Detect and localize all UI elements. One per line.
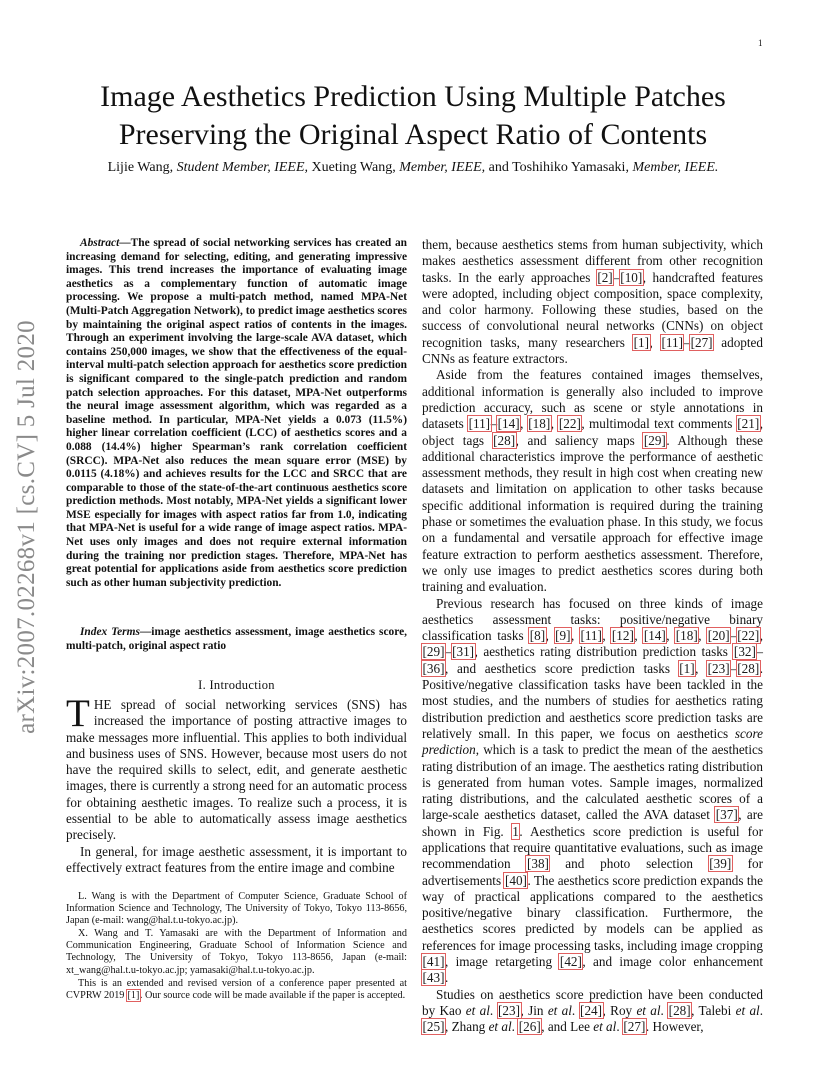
citation-link[interactable]: [25]: [422, 1019, 445, 1035]
body-text: .: [444, 970, 449, 986]
body-text: –: [683, 334, 691, 350]
intro-paragraph-2: In general, for image aesthetic assessment, it is important to effectively extract features from the entire image and combine: [66, 843, 407, 875]
footnote-conference: This is an extended and revised version of a conference paper presented at CVPRW 2019 [1]. Our source code will be made available if the paper is accepted.: [66, 977, 407, 1001]
citation-link[interactable]: 1: [512, 823, 519, 839]
right-paragraph-3: [422, 596, 763, 987]
body-text: . Positive/negative classification tasks have been tackled in the most studies, and the numbers of studies for aesthetics rating distribution prediction and aesthetics score prediction tasks are relatively small. In this paper, we focus on aesthetics: [422, 660, 764, 741]
arxiv-stamp: [5, 299, 49, 754]
abstract-text: —The spread of social networking services has created an increasing demand for selecting, editing, and generating impressive images. This trend increases the importance of evaluating image aesthetics as a complementary function of automatic image processing. We propose a multi-patch method, named MPA-Net (Multi-Patch Aggregation Network), to predict image aesthetics scores by maintaining the original aspect ratios of contents in the images. Through an experiment involving the large-scale AVA dataset, which contains 250,000 images, we show that the effectiveness of the equal-interval multi-patch selection approach for aesthetics score prediction is significant compared to the single-patch prediction and random patch selection approaches. For this dataset, MPA-Net outperforms the neural image assessment algorithm, which was regarded as a baseline method. In particular, MPA-Net yields a 0.073 (11.5%) higher linear correlation coefficient (LCC) of aesthetics scores and a 0.088 (14.4%) higher Spearman’s rank correlation coefficient (SRCC). MPA-Net also reduces the mean square error (MSE) by 0.0115 (4.18%) and achieves results for the LCC and SRCC that are comparable to those of the state-of-the-art continuous aesthetics score prediction methods. Most notably, MPA-Net yields a significant lower MSE especially for images with aspect ratios far from 1.0, indicating that MPA-Net is useful for a wide range of image aspect ratios. MPA-Net uses only images and does not require external information during the training nor prediction stages. Therefore, MPA-Net has great potential for applications aside from aesthetics score prediction such as other human subjectivity prediction.: [66, 237, 407, 589]
citation-link[interactable]: [29]: [422, 644, 445, 660]
italic-text: et al: [636, 1002, 661, 1018]
body-text: .: [660, 1002, 669, 1018]
footnote-affiliation-2: X. Wang and T. Yamasaki are with the Department of Information and Communication Engineering, Graduate School of Information Science and Technology, The University of Tokyo, Tokyo 113-8656, Japan (e-mail: xt_wang@hal.t.u-tokyo.ac.jp; yamasaki@hal.t.u-tokyo.ac.jp.: [66, 928, 407, 976]
body-text: ,: [759, 628, 764, 644]
italic-text: et al: [735, 1002, 760, 1018]
paper-title-line-2: Preserving the Original Aspect Ratio of Contents: [118, 118, 708, 151]
author-2-role: Member, IEEE,: [399, 160, 486, 175]
body-text: .: [571, 1002, 580, 1018]
right-paragraph-4: [422, 987, 763, 1036]
italic-text: et al: [547, 1002, 572, 1018]
body-text: .: [616, 1019, 623, 1035]
body-text: them, because aesthetics stems from human subjectivity, which makes aesthetics assessment different from other recognition tasks. In the early approaches: [422, 237, 763, 285]
body-text: , and image color enhancement: [582, 954, 763, 970]
author-3-role: Member, IEEE.: [632, 160, 719, 175]
citation-link[interactable]: [11]: [468, 416, 491, 432]
right-column: [422, 237, 763, 1036]
body-text: .: [759, 1002, 764, 1018]
citation-link[interactable]: [23]: [707, 660, 730, 676]
body-text: –: [613, 269, 620, 285]
body-text: –: [444, 644, 452, 660]
right-paragraph-1: [422, 237, 763, 367]
author-1: Lijie Wang,: [107, 160, 177, 175]
citation-link[interactable]: [28]: [493, 432, 516, 448]
body-text: ,: [698, 628, 708, 644]
footnotes: [66, 891, 407, 1003]
body-text: –: [490, 416, 498, 432]
author-list: [50, 160, 776, 176]
intro-paragraph-1: HE spread of social networking services (SNS) has increased the importance of posting attractive images to make messages more influential. This applies to both individual and business uses of SNS. However, because most users do not have the required skills to select, edit, and generate aesthetic images, there is currently a strong need for an automatic process for obtaining aesthetic images. To realize such a process, it is essential to be able to automatically assess image aesthetics precisely.: [66, 697, 407, 843]
body-text: , Zhang: [444, 1019, 489, 1035]
citation-link[interactable]: [11]: [661, 334, 683, 350]
citation-link[interactable]: [42]: [559, 954, 582, 970]
citation-link[interactable]: [27]: [690, 334, 713, 350]
author-3: and Toshihiko Yamasaki,: [485, 160, 633, 175]
body-text: ,: [545, 628, 555, 644]
citation-link[interactable]: [31]: [452, 644, 475, 660]
citation-link[interactable]: [36]: [422, 660, 445, 676]
citation-link[interactable]: [18]: [528, 416, 551, 432]
author-1-role: Student Member, IEEE,: [176, 160, 309, 175]
body-text: ,: [520, 416, 528, 432]
citation-link[interactable]: [14]: [643, 628, 666, 644]
body-text: adopted CNNs as feature extractors.: [422, 334, 764, 367]
index-terms: [66, 626, 407, 653]
body-text: –: [730, 628, 737, 644]
body-text: , aesthetics rating distribution prediction tasks: [474, 644, 734, 660]
body-text: , Talebi: [691, 1002, 736, 1018]
citation-link[interactable]: [39]: [709, 856, 732, 872]
body-text: , Roy: [602, 1002, 637, 1018]
body-text: and photo selection: [549, 856, 709, 872]
section-heading: I. Introduction: [198, 678, 275, 692]
body-text: Aside from the features contained images themselves, additional information is generally also included to improve prediction accuracy, such as scene or style annotations in datasets: [422, 367, 763, 432]
introduction-text: [66, 692, 407, 876]
citation-link[interactable]: [41]: [422, 954, 445, 970]
body-text: . The aesthetics score prediction expands the way of practical applications compared to the aesthetics positive/negative binary classification. Furthermore, the aesthetics scores predicted by models can be applied as references for image processing tasks, including image cropping: [422, 872, 763, 953]
citation-link[interactable]: [14]: [497, 416, 520, 432]
abstract-label: Abstract: [80, 237, 120, 249]
abstract: [66, 237, 407, 590]
author-2: Xueting Wang,: [308, 160, 400, 175]
body-text: , and Lee: [541, 1019, 594, 1035]
body-text: –: [756, 644, 763, 660]
citation-link[interactable]: [22]: [558, 416, 581, 432]
drop-cap: T: [66, 692, 90, 735]
arxiv-stamp-text: arXiv:2007.02268v1 [cs.CV] 5 Jul 2020: [13, 319, 40, 734]
body-text: ,: [602, 628, 612, 644]
body-text: Previous research has focused on three kinds of image aesthetics assessment tasks: positive/negative binary classification tasks: [422, 595, 763, 644]
citation-link[interactable]: [18]: [675, 628, 698, 644]
citation-link[interactable]: [37]: [715, 807, 738, 823]
citation-link[interactable]: [1]: [127, 989, 140, 1001]
right-paragraph-2: [422, 367, 763, 595]
body-text: for advertisements: [422, 856, 763, 888]
citation-link[interactable]: [26]: [518, 1019, 541, 1035]
body-text: , Jin: [520, 1002, 548, 1018]
citation-link[interactable]: [23]: [498, 1002, 520, 1018]
citation-link[interactable]: [9]: [555, 628, 571, 644]
paper-title-line-1: Image Aesthetics Prediction Using Multiple Patches: [100, 80, 726, 113]
citation-link[interactable]: [40]: [504, 872, 527, 888]
body-text: ,: [634, 628, 644, 644]
citation-link[interactable]: [20]: [707, 628, 730, 644]
body-text: ,: [570, 628, 580, 644]
citation-link[interactable]: [28]: [668, 1002, 691, 1018]
citation-link[interactable]: [24]: [580, 1002, 603, 1018]
citation-link[interactable]: [38]: [526, 856, 549, 872]
citation-link[interactable]: [29]: [643, 432, 666, 448]
body-text: , object tags: [422, 416, 764, 448]
body-text: ,: [695, 660, 708, 676]
body-text: –: [730, 660, 737, 676]
body-text: , multimodal text comments: [581, 416, 737, 432]
body-text: Studies on aesthetics score prediction have been conducted by Kao: [422, 986, 763, 1018]
body-text: . Aesthetics score prediction is useful for applications that require quantitative evaluations, such as image recommendation: [422, 823, 763, 872]
body-text: .: [511, 1019, 519, 1035]
body-text: . However,: [645, 1019, 704, 1035]
body-text: , and saliency maps: [515, 432, 644, 448]
body-text: ,: [666, 628, 676, 644]
body-text: , handcrafted features were adopted, including object composition, space complexity, and color harmony. Following these studies, based on the success of convolutional neural networks (CNNs) on object recognition tasks, many researchers: [422, 269, 763, 350]
citation-link[interactable]: [1]: [633, 334, 649, 350]
citation-link[interactable]: [32]: [733, 644, 756, 660]
body-text: . Although these additional characteristics improve the performance of aesthetic assessment methods, they result in high cost when creating new datasets and limitation on application to other tasks because specific additional information is required during the training phase or sometimes the evaluation phase. In this study, we focus on a fundamental and versatile approach for effective image feature extraction to perform aesthetics assessment. Therefore, we only use images to predict aesthetics scores during both training and evaluation.: [422, 432, 763, 595]
citation-link[interactable]: [1]: [679, 660, 695, 676]
body-text: , and aesthetics score prediction tasks: [444, 660, 679, 676]
index-terms-text: —image aesthetics assessment, image aesthetics score, multi-patch, original aspect ratio: [66, 626, 407, 652]
body-text: , image retargeting: [444, 954, 560, 970]
citation-link[interactable]: [10]: [620, 269, 643, 285]
citation-link[interactable]: [2]: [597, 269, 613, 285]
body-text: ,: [550, 416, 559, 432]
italic-text: et al: [593, 1019, 617, 1035]
footnote-affiliation-1: L. Wang is with the Department of Computer Science, Graduate School of Information Science and Technology, The University of Tokyo, Tokyo 113-8656, Japan (e-mail: wang@hal.t.u-tokyo.ac.jp).: [66, 891, 407, 927]
body-text: ,: [649, 334, 661, 350]
citation-link[interactable]: [21]: [737, 416, 760, 432]
citation-link[interactable]: [11]: [580, 628, 602, 644]
italic-text: score prediction: [422, 725, 763, 758]
citation-link[interactable]: [28]: [737, 660, 760, 676]
index-terms-label: Index Terms: [80, 626, 140, 638]
body-text: , which is a task to predict the mean of the aesthetics rating distribution of an image. The aesthetics rating distribution is generated from human votes. Sample images, normalized rating distributions, and the calculated aesthetic scores of a large-scale aesthetics dataset, called the AVA dataset: [422, 742, 763, 823]
page-number: 1: [758, 38, 763, 48]
citation-link[interactable]: [22]: [737, 628, 760, 644]
citation-link[interactable]: [8]: [529, 628, 546, 644]
italic-text: et al: [488, 1019, 512, 1035]
citation-link[interactable]: [27]: [623, 1019, 646, 1035]
citation-link[interactable]: [43]: [422, 970, 445, 986]
italic-text: et al: [465, 1002, 490, 1018]
body-text: , are shown in Fig.: [422, 807, 763, 839]
body-text: .: [489, 1002, 498, 1018]
citation-link[interactable]: [12]: [611, 628, 634, 644]
